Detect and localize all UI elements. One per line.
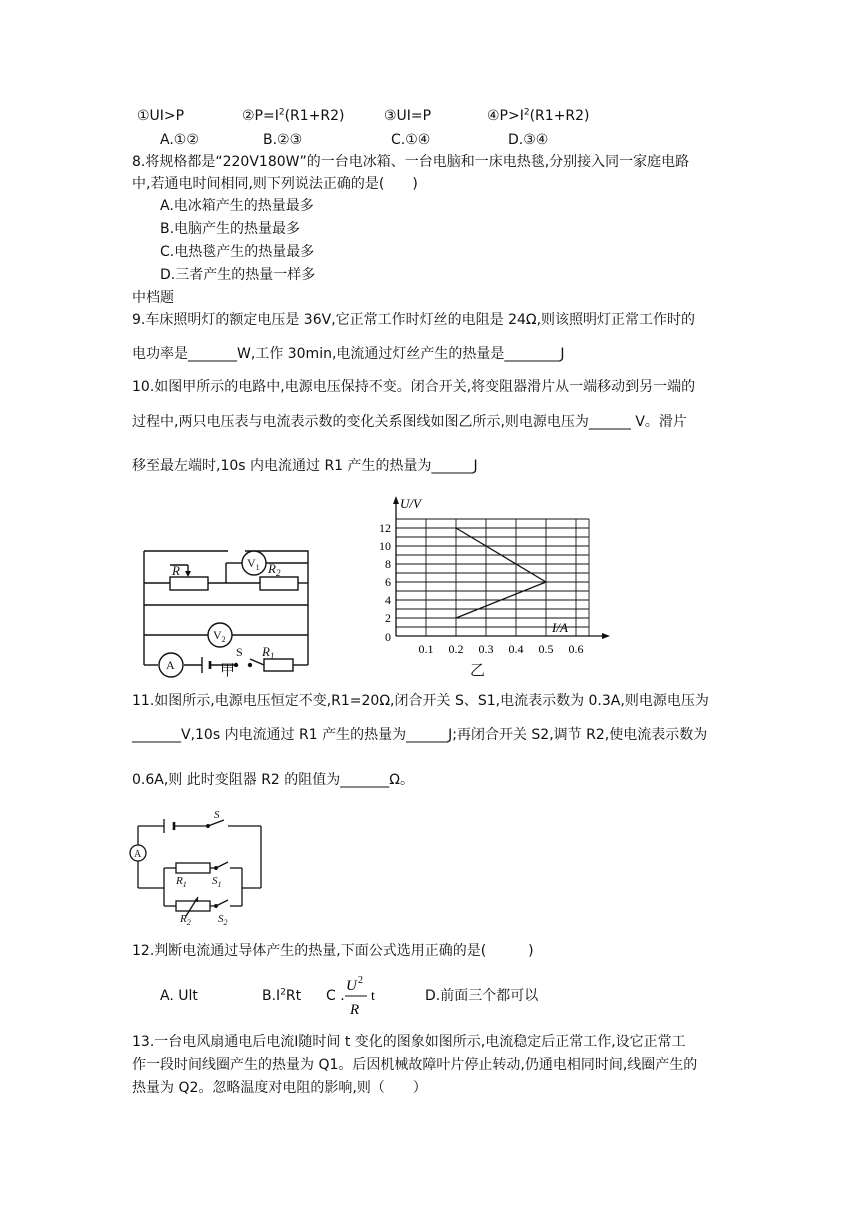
ammeter-label: A — [166, 658, 175, 672]
v1-meter-label: $V_1$ — [247, 556, 260, 572]
q8-stem-line2: 中,若通电时间相同,则下列说法正确的是( ) — [132, 176, 418, 192]
q10-line1: 10.如图甲所示的电路中,电源电压保持不变。闭合开关,将变阻器滑片从一端移动到另一端的 — [132, 379, 696, 395]
q11-s1-label: $S_1$ — [212, 875, 222, 889]
q8-choice-a: A.电冰箱产生的热量最多 — [160, 198, 314, 214]
fraction-numerator-sup: 2 — [358, 975, 363, 986]
q11-ammeter-label: A — [134, 849, 142, 860]
q7-option-4-b: (R1+R2) — [529, 108, 590, 124]
q9-line2: 电功率是_______W,工作 30min,电流通过灯丝产生的热量是________J — [132, 346, 565, 362]
r1-label: $R_1$ — [262, 644, 275, 661]
x-tick-label: 0.1 — [418, 642, 434, 656]
rheostat-label: R — [172, 563, 180, 578]
q12-stem: 12.判断电流通过导体产生的热量,下面公式选用正确的是( ) — [132, 943, 534, 959]
q12-choice-b-a: B.I — [262, 988, 281, 1004]
figure-jia-caption: 甲 — [220, 661, 236, 679]
q7-option-4-sup: 2 — [523, 107, 530, 118]
q12-choice-a: A. Ult — [160, 988, 198, 1004]
y-tick-label: 4 — [385, 593, 391, 607]
figure-yi-caption: 乙 — [470, 661, 486, 679]
q9-line1: 9.车床照明灯的额定电压是 36V,它正常工作时灯丝的电阻是 24Ω,则该照明灯正常工作时的 — [132, 312, 696, 328]
q12-fraction-formula — [343, 972, 383, 1020]
section-heading: 中档题 — [132, 290, 174, 306]
q7-choice-a: A.①② — [160, 132, 199, 148]
q11-line3: 0.6A,则 此时变阻器 R2 的阻值为_______Ω。 — [132, 772, 414, 788]
q7-option-4 — [487, 106, 590, 126]
fraction-suffix: t — [371, 989, 375, 1004]
origin-label: 0 — [385, 630, 391, 644]
q12-choice-c-prefix: C . — [326, 988, 345, 1004]
r2-label: $R_2$ — [268, 561, 281, 578]
q11-s2-label: $S_2$ — [218, 913, 228, 927]
q7-option-2 — [242, 106, 345, 126]
y-tick-label: 12 — [379, 521, 391, 535]
q10-line2: 过程中,两只电压表与电流表示数的变化关系图线如图乙所示,则电源电压为______ V。滑片 — [132, 414, 687, 430]
x-tick-label: 0.4 — [508, 642, 524, 656]
y-tick-label: 2 — [385, 611, 391, 625]
q7-option-3: ③UI=P — [384, 108, 432, 124]
y-tick-label: 8 — [385, 557, 391, 571]
x-tick-label: 0.6 — [568, 642, 584, 656]
q7-choice-d: D.③④ — [508, 132, 549, 148]
q7-option-2-sup: 2 — [278, 107, 285, 118]
x-tick-label: 0.3 — [478, 642, 494, 656]
q13-line3: 热量为 Q2。忽略温度对电阻的影响,则（ ） — [132, 1080, 427, 1096]
q8-choice-b: B.电脑产生的热量最多 — [160, 221, 301, 237]
fraction-denominator: R — [350, 1002, 360, 1018]
q10-ui-chart — [366, 494, 584, 658]
q7-option-1: ①UI>P — [137, 108, 185, 124]
y-tick-label: 6 — [385, 575, 391, 589]
v2-meter-label: $V_2$ — [213, 628, 226, 644]
q11-r2-label: $R_2$ — [180, 913, 191, 927]
q7-option-2-a: ②P=I — [242, 108, 279, 124]
q11-circuit-diagram — [128, 808, 273, 928]
q12-choice-b — [262, 986, 301, 1006]
q12-choice-b-sup: 2 — [280, 987, 286, 998]
x-tick-label: 0.2 — [448, 642, 464, 656]
q11-r1-label: $R_1$ — [176, 875, 187, 889]
q8-choice-c: C.电热毯产生的热量最多 — [160, 244, 315, 260]
q13-line2: 作一段时间线圈产生的热量为 Q1。后因机械故障叶片停止转动,仍通电相同时间,线圈产生的 — [132, 1057, 698, 1073]
q7-option-4-a: ④P>I — [487, 108, 524, 124]
q11-line2: _______V,10s 内电流通过 R1 产生的热量为______J;再闭合开关 S2,调节 R2,使电流表示数为 — [132, 727, 708, 743]
switch-label: S — [236, 645, 243, 659]
q8-choice-d: D.三者产生的热量一样多 — [160, 267, 316, 283]
chart-grid — [396, 519, 589, 636]
x-axis-arrow — [602, 633, 610, 639]
x-tick-label: 0.5 — [538, 642, 554, 656]
q8-stem-line1: 8.将规格都是“220V180W”的一台电冰箱、一台电脑和一床电热毯,分别接入同一家庭电路 — [132, 154, 690, 170]
q7-choice-c: C.①④ — [391, 132, 431, 148]
q12-choice-b-b: Rt — [285, 988, 302, 1004]
fraction-numerator: U — [346, 978, 357, 994]
x-axis-label: I/A — [552, 620, 568, 635]
y-axis-label: U/V — [400, 496, 421, 511]
q11-line1: 11.如图所示,电源电压恒定不变,R1=20Ω,闭合开关 S、S1,电流表示数为 0.3A,则电源电压为 — [132, 693, 709, 709]
chart-axes — [393, 496, 610, 639]
rheostat-slider-arrow — [185, 571, 191, 577]
y-tick-label: 10 — [379, 539, 391, 553]
q7-option-2-b: (R1+R2) — [284, 108, 345, 124]
q11-switch-s-label: S — [214, 809, 220, 821]
y-axis-arrow — [393, 496, 399, 504]
q7-choice-b: B.②③ — [263, 132, 303, 148]
q13-line1: 13.一台电风扇通电后电流Ⅰ随时间 t 变化的图象如图所示,电流稳定后正常工作,设它正常工 — [132, 1034, 686, 1050]
q10-line3: 移至最左端时,10s 内电流通过 R1 产生的热量为______J — [132, 458, 478, 474]
q12-choice-d: D.前面三个都可以 — [425, 988, 539, 1004]
